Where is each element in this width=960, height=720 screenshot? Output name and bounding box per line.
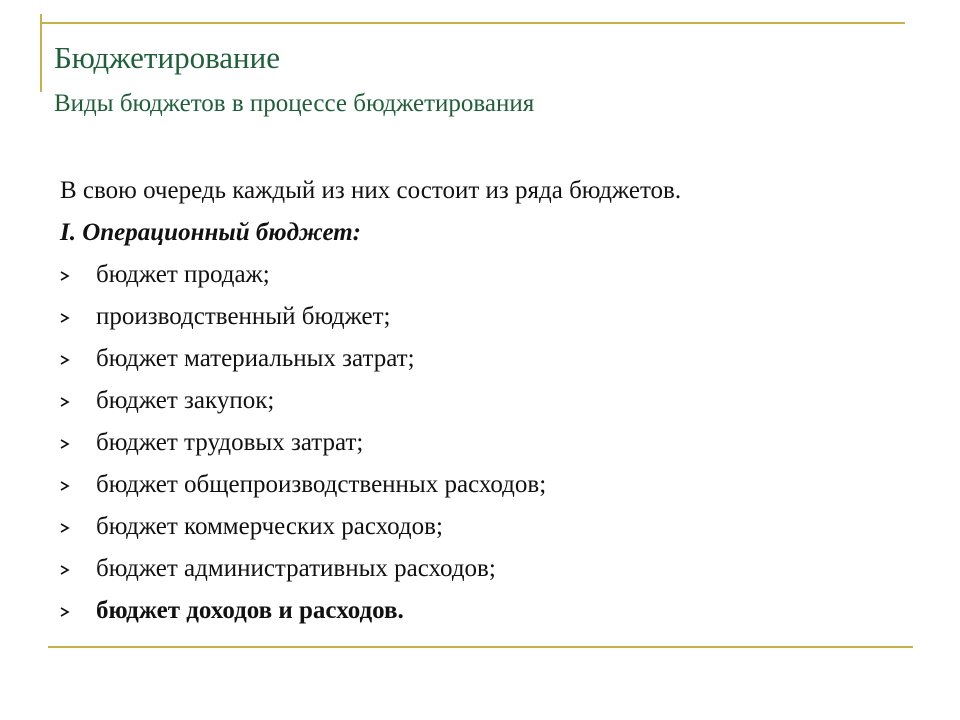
section-heading: I. Операционный бюджет: [60, 219, 361, 246]
arrowhead-bullet-icon [60, 565, 70, 575]
arrowhead-bullet-icon [60, 397, 70, 407]
list-item [60, 341, 546, 383]
list-item [60, 299, 546, 341]
list-item [60, 593, 546, 635]
list-item-label: бюджет административных расходов; [96, 555, 496, 582]
list-item-label: бюджет трудовых затрат; [96, 429, 364, 456]
list-item-label: бюджет закупок; [96, 387, 275, 414]
list-item-label: бюджет общепроизводственных расходов; [96, 471, 547, 498]
arrowhead-bullet-icon [60, 271, 70, 281]
list-item [60, 551, 546, 593]
frame-top-line [40, 22, 905, 24]
frame-vertical-line [40, 14, 42, 92]
arrowhead-bullet-icon [60, 523, 70, 533]
arrowhead-bullet-icon [60, 481, 70, 491]
list-item [60, 257, 546, 299]
arrowhead-bullet-icon [60, 355, 70, 365]
list-item-label: бюджет материальных затрат; [96, 345, 415, 372]
budget-list [60, 257, 546, 635]
page-subtitle: Виды бюджетов в процессе бюджетирования [54, 90, 535, 117]
list-item-label: бюджет коммерческих расходов; [96, 513, 443, 540]
page-title: Бюджетирование [54, 40, 280, 75]
list-item-label: бюджет продаж; [96, 261, 270, 288]
list-item [60, 467, 546, 509]
list-item [60, 509, 546, 551]
intro-text: В свою очередь каждый из них состоит из ряда бюджетов. [60, 177, 682, 204]
list-item-label: бюджет доходов и расходов. [96, 597, 404, 624]
list-item [60, 383, 546, 425]
frame-bottom-line [48, 646, 913, 648]
list-item [60, 425, 546, 467]
arrowhead-bullet-icon [60, 607, 70, 617]
list-item-label: производственный бюджет; [96, 303, 391, 330]
arrowhead-bullet-icon [60, 313, 70, 323]
arrowhead-bullet-icon [60, 439, 70, 449]
